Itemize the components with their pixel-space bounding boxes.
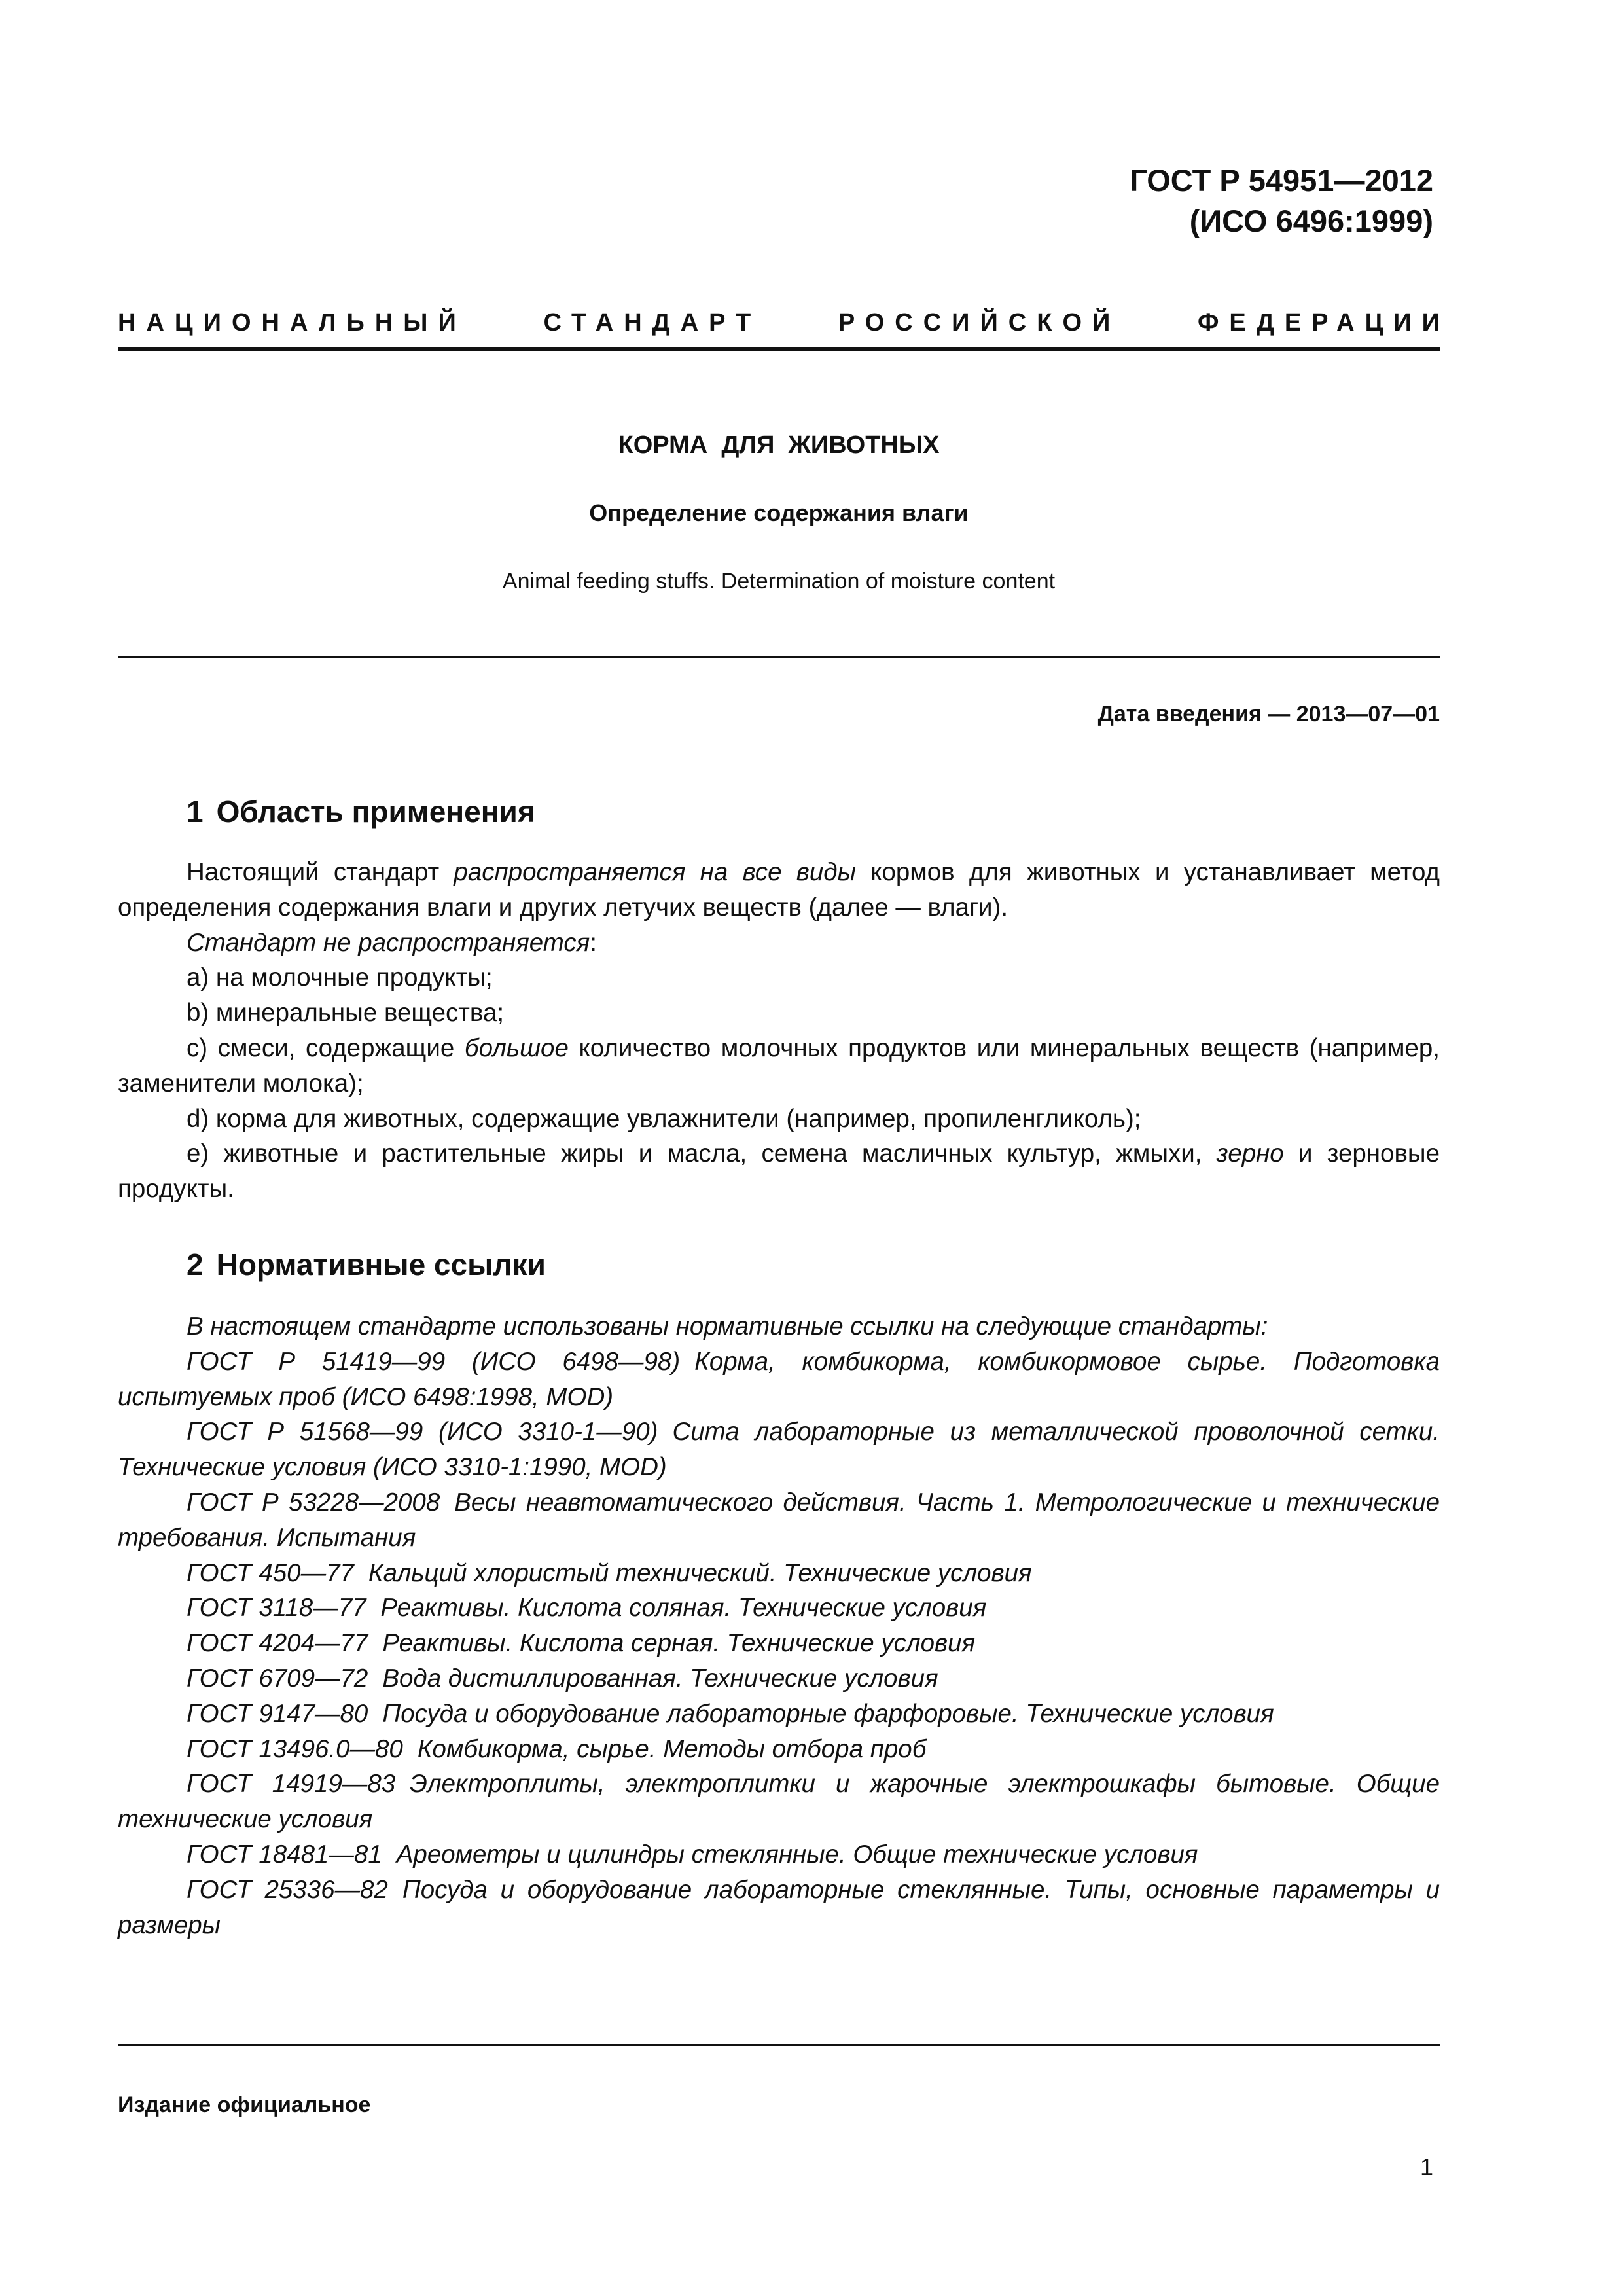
normative-references bbox=[118, 1309, 1440, 1943]
section-title: Нормативные ссылки bbox=[216, 1247, 546, 1282]
text-run: зерно bbox=[1216, 1139, 1284, 1168]
section-title: Область применения bbox=[216, 795, 535, 829]
introduction-date: Дата введения — 2013—07—01 bbox=[1097, 702, 1440, 726]
reference-item bbox=[118, 1414, 1440, 1485]
document-title: КОРМА ДЛЯ ЖИВОТНЫХ bbox=[618, 431, 940, 459]
reference-code: ГОСТ 13496.0—80 bbox=[187, 1734, 403, 1763]
text-run: большое bbox=[464, 1033, 569, 1062]
text-run: распространяется на все виды bbox=[454, 858, 856, 886]
reference-code: ГОСТ 9147—80 bbox=[187, 1699, 368, 1728]
reference-item bbox=[118, 1661, 1440, 1696]
section-number: 2 bbox=[187, 1247, 204, 1282]
footer-divider bbox=[118, 2044, 1440, 2046]
references-intro: В настоящем стандарте использованы нормативные ссылки на следующие стандарты: bbox=[187, 1312, 1268, 1340]
reference-title: Вода дистиллированная. Технические условия bbox=[382, 1664, 938, 1693]
list-item: d) корма для животных, содержащие увлажнители (например, пропиленгликоль); bbox=[187, 1104, 1141, 1133]
reference-title: Корма, комбикорма, комбикормовое сырье. Подготовка испытуемых проб (ИСО 6498:1998, MOD) bbox=[118, 1347, 1440, 1411]
list-item bbox=[118, 1136, 1440, 1207]
reference-code: ГОСТ 18481—81 bbox=[187, 1840, 382, 1869]
document-subtitle: Определение содержания влаги bbox=[589, 499, 969, 526]
banner-word: НАЦИОНАЛЬНЫЙ bbox=[118, 309, 467, 336]
list-item bbox=[118, 1031, 1440, 1102]
section-1-body bbox=[118, 855, 1440, 1207]
section-1-heading bbox=[187, 792, 535, 831]
reference-code: ГОСТ 450—77 bbox=[187, 1558, 354, 1587]
reference-item bbox=[118, 1590, 1440, 1626]
official-edition-label: Издание официальное bbox=[118, 2092, 371, 2117]
text-run: кормов для животных и устанавливает метод определения содержания влаги и других летучих веществ (далее — влаги). bbox=[118, 858, 1440, 922]
text-run: : bbox=[590, 928, 597, 957]
reference-item bbox=[118, 1556, 1440, 1591]
reference-title: Кальций хлористый технический. Технические условия bbox=[368, 1558, 1032, 1587]
reference-code: ГОСТ Р 51419—99 (ИСО 6498—98) bbox=[187, 1347, 681, 1376]
reference-title: Весы неавтоматического действия. Часть 1. Метрологические и технические требования. Испытания bbox=[118, 1488, 1440, 1552]
paragraph bbox=[118, 855, 1440, 925]
gost-code: ГОСТ Р 54951—2012 bbox=[1130, 163, 1433, 198]
english-title: Animal feeding stuffs. Determination of moisture content bbox=[502, 569, 1056, 594]
text-run: количество молочных продуктов или минеральных веществ (например, заменители молока); bbox=[118, 1033, 1440, 1098]
iso-code: (ИСО 6496:1999) bbox=[1189, 204, 1433, 238]
reference-title: Электроплиты, электроплитки и жарочные электрошкафы бытовые. Общие технические условия bbox=[118, 1770, 1440, 1834]
reference-title: Ареометры и цилиндры стеклянные. Общие технические условия bbox=[396, 1840, 1198, 1869]
reference-code: ГОСТ 4204—77 bbox=[187, 1629, 368, 1658]
reference-code: ГОСТ Р 51568—99 (ИСО 3310-1—90) bbox=[187, 1418, 658, 1446]
text-run: с) смеси, содержащие bbox=[187, 1033, 465, 1062]
reference-title: Реактивы. Кислота соляная. Технические условия bbox=[380, 1594, 987, 1623]
reference-code: ГОСТ Р 53228—2008 bbox=[187, 1488, 440, 1516]
reference-item bbox=[118, 1732, 1440, 1767]
reference-code: ГОСТ 25336—82 bbox=[187, 1875, 388, 1904]
reference-item bbox=[118, 1767, 1440, 1837]
reference-item bbox=[118, 1837, 1440, 1873]
title-divider bbox=[118, 656, 1440, 658]
page-number: 1 bbox=[1419, 2153, 1433, 2180]
text-run: Настоящий стандарт bbox=[187, 858, 454, 886]
text-run: и зерновые продукты. bbox=[118, 1139, 1440, 1204]
text-run: е) животные и растительные жиры и масла, семена масличных культур, жмыхи, bbox=[187, 1139, 1217, 1168]
reference-item bbox=[118, 1344, 1440, 1415]
banner-word: СТАНДАРТ bbox=[543, 309, 762, 336]
list-item: b) минеральные вещества; bbox=[187, 999, 505, 1028]
reference-title: Комбикорма, сырье. Методы отбора проб bbox=[417, 1734, 927, 1763]
reference-title: Посуда и оборудование лабораторные стеклянные. Типы, основные параметры и размеры bbox=[118, 1875, 1440, 1939]
reference-title: Посуда и оборудование лабораторные фарфоровые. Технические условия bbox=[382, 1699, 1274, 1728]
reference-item bbox=[118, 1873, 1440, 1943]
reference-code: ГОСТ 14919—83 bbox=[187, 1770, 396, 1799]
banner-word: РОССИЙСКОЙ bbox=[838, 309, 1121, 336]
reference-title: Реактивы. Кислота серная. Технические условия bbox=[382, 1629, 976, 1658]
text-run: Стандарт не распространяется bbox=[187, 928, 590, 957]
reference-code: ГОСТ 3118—77 bbox=[187, 1594, 366, 1623]
document-code-block bbox=[1130, 160, 1433, 242]
banner-divider bbox=[118, 347, 1440, 351]
section-number: 1 bbox=[187, 795, 204, 829]
reference-title: Сита лабораторные из металлической проволочной сетки. Технические условия (ИСО 3310-1:1990, MOD) bbox=[118, 1418, 1440, 1482]
reference-item bbox=[118, 1696, 1440, 1732]
reference-item bbox=[118, 1485, 1440, 1556]
paragraph bbox=[118, 925, 1440, 961]
reference-item bbox=[118, 1626, 1440, 1661]
banner-word: ФЕДЕРАЦИИ bbox=[1197, 309, 1450, 336]
national-standard-banner bbox=[118, 306, 1450, 339]
section-2-heading bbox=[187, 1245, 546, 1284]
reference-code: ГОСТ 6709—72 bbox=[187, 1664, 368, 1693]
list-item: а) на молочные продукты; bbox=[187, 963, 493, 992]
